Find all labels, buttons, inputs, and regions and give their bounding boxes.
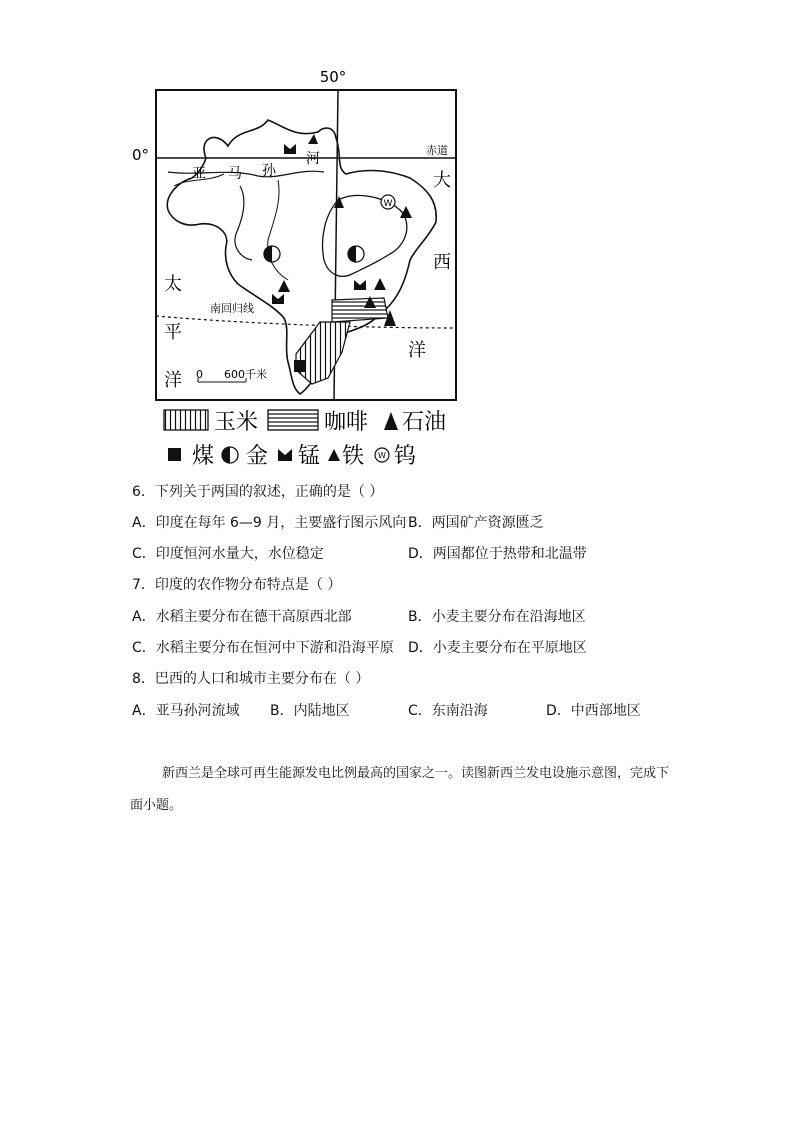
brazil-resource-map — [128, 60, 468, 480]
question-7-stem: 7．印度的农作物分布特点是（ ） — [132, 577, 342, 593]
legend-manganese-label: 锰 — [298, 444, 321, 469]
ocean-char: 平 — [164, 322, 182, 343]
legend-iron-icon — [328, 449, 340, 461]
ocean-char: 大 — [433, 170, 451, 191]
legend-corn-swatch — [164, 410, 208, 430]
question-8-option-c: C．东南沿海 — [408, 703, 488, 719]
tropic-label: 南回归线 — [210, 302, 254, 315]
iron-icon — [374, 278, 386, 290]
question-6-stem: 6．下列关于两国的叙述，正确的是（ ） — [132, 484, 384, 500]
question-6-option-d: D．两国都位于热带和北温带 — [408, 546, 587, 562]
iron-icon — [278, 280, 290, 292]
gold-icon-half — [348, 246, 356, 262]
passage-new-zealand: 新西兰是全球可再生能源发电比例最高的国家之一。读图新西兰发电设施示意图，完成下面小题。 — [130, 766, 670, 813]
question-7-option-d: D．小麦主要分布在平原地区 — [408, 640, 587, 656]
legend-coal-icon — [168, 448, 181, 461]
river-char: 河 — [306, 151, 320, 167]
legend-iron-label: 铁 — [342, 444, 365, 469]
legend-oil-icon — [384, 412, 398, 430]
legend-coal-label: 煤 — [192, 444, 215, 469]
question-7-option-c: C．水稻主要分布在恒河中下游和沿海平原 — [132, 640, 394, 656]
longitude-label: 50° — [319, 68, 347, 86]
legend-manganese-icon — [278, 449, 292, 461]
manganese-icon — [284, 144, 296, 154]
legend-coffee-label: 咖啡 — [324, 410, 369, 435]
iron-icon — [308, 134, 318, 144]
legend-corn-label: 玉米 — [214, 410, 259, 435]
ocean-char: 洋 — [164, 370, 182, 391]
latitude-label: 0° — [132, 146, 150, 164]
ocean-char: 洋 — [408, 340, 426, 361]
tungsten-symbol: W — [383, 199, 393, 209]
equator-label: 赤道 — [426, 144, 448, 157]
region-boundary — [235, 186, 252, 260]
legend-tungsten-symbol: W — [378, 451, 386, 460]
coffee-region — [332, 298, 388, 322]
legend-gold-label: 金 — [246, 444, 269, 469]
question-8-option-a: A．亚马孙河流域 — [132, 703, 240, 719]
legend-oil-label: 石油 — [402, 410, 447, 435]
tropic-line — [156, 316, 456, 328]
question-7-option-b: B．小麦主要分布在沿海地区 — [408, 609, 586, 625]
ocean-char: 西 — [433, 252, 451, 273]
manganese-icon — [272, 294, 284, 304]
river-tributary — [268, 180, 288, 280]
river-char: 亚 — [192, 166, 206, 182]
manganese-icon — [354, 280, 366, 290]
scale-zero: 0 — [196, 368, 203, 381]
question-7-option-a: A．水稻主要分布在德干高原西北部 — [132, 609, 352, 625]
ocean-char: 太 — [164, 274, 182, 295]
question-8-stem: 8．巴西的人口和城市主要分布在（ ） — [132, 671, 370, 687]
corn-region — [296, 322, 350, 384]
coal-icon — [294, 360, 306, 372]
legend-coffee-swatch — [268, 410, 318, 430]
river-char: 马 — [228, 166, 242, 182]
question-8-option-d: D．中西部地区 — [546, 703, 641, 719]
scale-label: 600千米 — [224, 368, 267, 381]
question-6-option-a: A．印度在每年 6—9 月，主要盛行图示风向 — [132, 515, 407, 531]
gold-icon-half — [264, 246, 272, 262]
legend-tungsten-label: 钨 — [394, 444, 417, 469]
map-figure — [128, 60, 468, 480]
question-6-option-b: B．两国矿产资源匮乏 — [408, 515, 544, 531]
legend-gold-icon-half — [222, 447, 230, 463]
question-8-option-b: B．内陆地区 — [270, 703, 350, 719]
question-6-option-c: C．印度恒河水量大，水位稳定 — [132, 546, 324, 562]
river-char: 孙 — [262, 163, 276, 179]
